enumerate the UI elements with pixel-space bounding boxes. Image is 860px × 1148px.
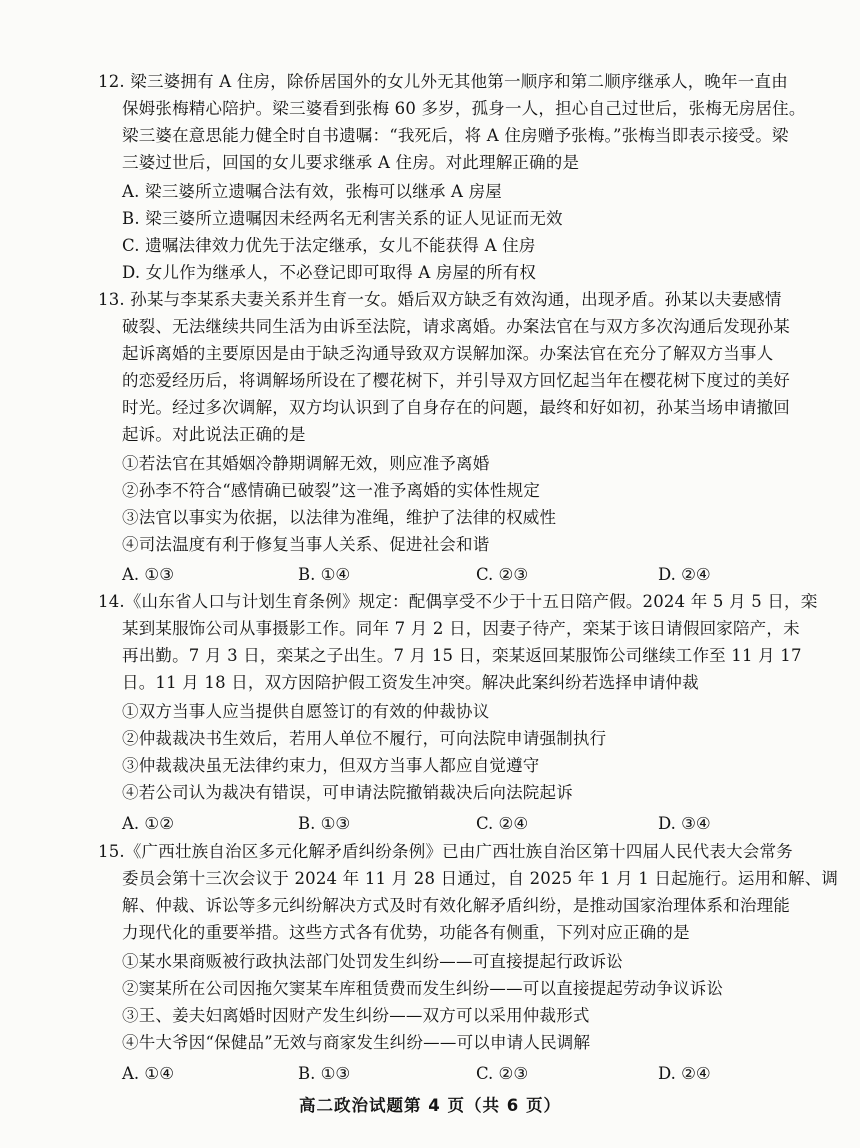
choice-b: B. ①③	[298, 814, 351, 833]
question-12-line: 12. 梁三婆拥有 A 住房，除侨居国外的女儿外无其他第一顺序和第二顺序继承人，晚年一直由	[98, 72, 788, 91]
question-12-option-d: D. 女儿作为继承人，不必登记即可取得 A 房屋的所有权	[122, 263, 537, 282]
choice-b: B. ①④	[298, 565, 351, 584]
question-12-stem	[98, 68, 822, 176]
question-13-choices	[122, 561, 822, 588]
question-13-line: 13. 孙某与李某系夫妻关系并生育一女。婚后双方缺乏有效沟通，出现矛盾。孙某以夫妻感情	[98, 290, 782, 309]
question-15-stem	[98, 838, 839, 946]
choice-a: A. ①③	[122, 565, 174, 584]
question-13-line: 起诉离婚的主要原因是由于缺乏沟通导致双方误解加深。办案法官在充分了解双方当事人	[122, 344, 774, 363]
question-12-line: 梁三婆在意思能力健全时自书遗嘱：“我死后，将 A 住房赠予张梅。”张梅当即表示接受。梁	[122, 126, 789, 145]
question-14-line: 14.《山东省人口与计划生育条例》规定：配偶享受不少于十五日陪产假。2024 年 5 月 5 日，栾	[98, 592, 818, 611]
question-15-line: 委员会第十三次会议于 2024 年 11 月 28 日通过，自 2025 年 1 月 1 日起施行。运用和解、调	[122, 869, 839, 888]
choice-b: B. ①③	[298, 1064, 351, 1083]
question-14-stem	[98, 588, 822, 696]
question-15-choices	[122, 1060, 822, 1087]
choice-c: C. ②④	[476, 814, 529, 833]
question-14-statement-2: ②仲裁裁决书生效后，若用人单位不履行，可向法院申请强制执行	[122, 729, 607, 748]
question-13-stem	[98, 286, 822, 448]
question-15-statement-4: ④牛大爷因“保健品”无效与商家发生纠纷——可以申请人民调解	[122, 1033, 591, 1052]
question-15-statement-2: ②窦某所在公司因拖欠窦某车库租赁费而发生纠纷——可以直接提起劳动争议诉讼	[122, 979, 724, 998]
choice-d: D. ③④	[658, 814, 711, 833]
question-15-line: 15.《广西壮族自治区多元化解矛盾纠纷条例》已由广西壮族自治区第十四届人民代表大会常务	[98, 842, 793, 861]
choice-d: D. ②④	[658, 1064, 711, 1083]
choice-a: A. ①④	[122, 1064, 174, 1083]
question-13-statement-4: ④司法温度有利于修复当事人关系、促进社会和谐	[122, 535, 490, 554]
question-12-line: 保姆张梅精心陪护。梁三婆看到张梅 60 多岁，孤身一人，担心自己过世后，张梅无房居住。	[122, 99, 806, 118]
choice-c: C. ②③	[476, 1064, 529, 1083]
question-15-statement-1: ①某水果商贩被行政执法部门处罚发生纠纷——可直接提起行政诉讼	[122, 952, 623, 971]
question-13-line: 时光。经过多次调解，双方均认识到了自身存在的问题，最终和好如初，孙某当场申请撤回	[122, 398, 790, 417]
choice-d: D. ②④	[658, 565, 711, 584]
question-14-line: 日。11 月 18 日，双方因陪护假工资发生冲突。解决此案纠纷若选择申请仲裁	[122, 673, 699, 692]
question-14-statement-3: ③仲裁裁决虽无法律约束力，但双方当事人都应自觉遵守	[122, 756, 540, 775]
question-12-option-c: C. 遗嘱法律效力优先于法定继承，女儿不能获得 A 住房	[122, 236, 536, 255]
page-footer: 高二政治试题第 4 页（共 6 页）	[299, 1096, 561, 1115]
question-12-option-b: B. 梁三婆所立遗嘱因未经两名无利害关系的证人见证而无效	[122, 209, 563, 228]
question-13-line: 的恋爱经历后，将调解场所设在了樱花树下，并引导双方回忆起当年在樱花树下度过的美好	[122, 371, 790, 390]
question-13-line: 破裂、无法继续共同生活为由诉至法院，请求离婚。办案法官在与双方多次沟通后发现孙某	[122, 317, 790, 336]
question-14-line: 再出勤。7 月 3 日，栾某之子出生。7 月 15 日，栾某返回某服饰公司继续工作至 11 月 17	[122, 646, 802, 665]
question-14-line: 某到某服饰公司从事摄影工作。同年 7 月 2 日，因妻子待产，栾某于该日请假回家陪产，未	[122, 619, 800, 638]
question-13-statement-1: ①若法官在其婚姻冷静期调解无效，则应准予离婚	[122, 454, 490, 473]
question-14-statement-1: ①双方当事人应当提供自愿签订的有效的仲裁协议	[122, 702, 490, 721]
question-15-line: 力现代化的重要举措。这些方式各有优势，功能各有侧重，下列对应正确的是	[122, 923, 690, 942]
question-14-choices	[122, 810, 822, 837]
question-14-statement-4: ④若公司认为裁决有错误，可申请法院撤销裁决后向法院起诉	[122, 783, 573, 802]
question-12-line: 三婆过世后，回国的女儿要求继承 A 住房。对此理解正确的是	[122, 153, 580, 172]
question-15-statement-3: ③王、姜夫妇离婚时因财产发生纠纷——双方可以采用仲裁形式	[122, 1006, 590, 1025]
question-13-statement-3: ③法官以事实为依据，以法律为准绳，维护了法律的权威性	[122, 508, 557, 527]
question-12-option-a: A. 梁三婆所立遗嘱合法有效，张梅可以继承 A 房屋	[122, 182, 503, 201]
question-15-line: 解、仲裁、诉讼等多元纠纷解决方式及时有效化解矛盾纠纷，是推动国家治理体系和治理能	[122, 896, 790, 915]
question-13-line: 起诉。对此说法正确的是	[122, 425, 306, 444]
choice-a: A. ①②	[122, 814, 174, 833]
question-13-statement-2: ②孙李不符合“感情确已破裂”这一准予离婚的实体性规定	[122, 481, 541, 500]
choice-c: C. ②③	[476, 565, 529, 584]
